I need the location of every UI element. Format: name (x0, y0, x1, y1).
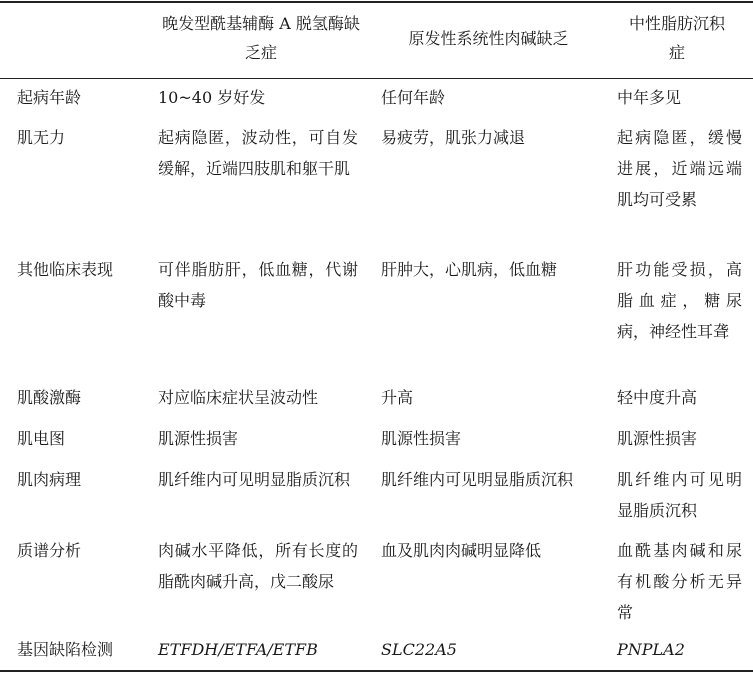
row-label-gene: 基因缺陷检测 (17, 640, 114, 659)
cell-pathology-nls: 肌纤维内可见明显脂质沉积 (617, 470, 742, 520)
table-top-rule (0, 1, 753, 3)
cell-pathology-madd: 肌纤维内可见明显脂质沉积 (158, 470, 351, 489)
cell-ck-pcd: 升高 (381, 388, 414, 407)
cell-emg-pcd: 肌源性损害 (381, 429, 462, 448)
cell-other-clinical-nls: 肝功能受损，高脂血症，糖尿病，神经性耳聋 (617, 260, 742, 341)
cell-ck-madd: 对应临床症状呈波动性 (158, 388, 319, 407)
row-label-ck: 肌酸激酶 (17, 388, 82, 407)
cell-emg-nls: 肌源性损害 (617, 429, 698, 448)
cell-weakness-madd: 起病隐匿，波动性，可自发缓解，近端四肢肌和躯干肌 (158, 128, 358, 178)
row-label-other-clinical: 其他临床表现 (17, 260, 114, 279)
cell-weakness-pcd: 易疲劳，肌张力减退 (381, 128, 526, 147)
table-bottom-rule (0, 670, 753, 672)
cell-gene-nls: PNPLA2 (617, 640, 685, 659)
cell-onset-age-pcd: 任何年龄 (381, 88, 446, 107)
cell-gene-madd: ETFDH/ETFA/ETFB (158, 640, 318, 659)
cell-other-clinical-madd: 可伴脂肪肝，低血糖，代谢酸中毒 (158, 260, 358, 310)
header-cell-late-onset-madd: 晚发型酰基辅酶 A 脱氢酶缺乏症 (162, 14, 360, 62)
cell-onset-age-madd: 10~40 岁好发 (158, 88, 266, 107)
cell-ck-nls: 轻中度升高 (617, 388, 698, 407)
header-cell-neutral-lipid-storage: 中性脂肪沉积症 (628, 14, 725, 62)
row-label-emg: 肌电图 (17, 429, 66, 448)
row-label-onset-age: 起病年龄 (17, 88, 82, 107)
cell-other-clinical-pcd: 肝肿大，心肌病，低血糖 (381, 260, 558, 279)
cell-emg-madd: 肌源性损害 (158, 429, 239, 448)
row-label-mass-spec: 质谱分析 (17, 541, 82, 560)
cell-weakness-nls: 起病隐匿，缓慢进展，近端远端肌均可受累 (617, 128, 742, 209)
cell-mass-spec-pcd: 血及肌肉肉碱明显降低 (381, 541, 542, 560)
table-header-rule (0, 78, 753, 79)
cell-onset-age-nls: 中年多见 (617, 88, 682, 107)
row-label-pathology: 肌肉病理 (17, 470, 82, 489)
header-cell-primary-carnitine-deficiency: 原发性系统性肉碱缺乏 (408, 29, 569, 48)
cell-pathology-pcd: 肌纤维内可见明显脂质沉积 (381, 470, 574, 489)
row-label-weakness: 肌无力 (17, 128, 66, 147)
cell-mass-spec-madd: 肉碱水平降低，所有长度的脂酰肉碱升高，戊二酸尿 (158, 541, 358, 591)
cell-mass-spec-nls: 血酰基肉碱和尿有机酸分析无异常 (617, 541, 742, 622)
cell-gene-pcd: SLC22A5 (381, 640, 457, 659)
